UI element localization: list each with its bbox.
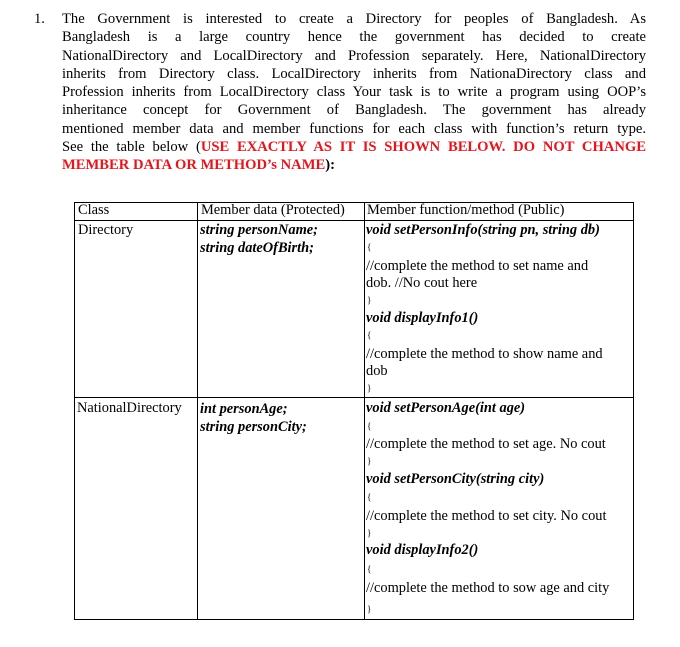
comment-displayInfo1-2: dob <box>366 363 388 379</box>
question-block <box>34 10 646 175</box>
instruction-red-2: MEMBER DATA OR METHOD’s NAME <box>62 157 326 174</box>
question-line-2: Bangladesh is a large country hence the government has decided to create <box>62 29 646 46</box>
table-border-right <box>633 202 634 620</box>
class-directory: Directory <box>78 222 134 238</box>
table-border-left <box>74 202 75 620</box>
question-line-3: NationalDirectory and LocalDirectory and Profession separately. Here, NationalDirectory <box>62 47 646 64</box>
brace-open: { <box>367 330 372 340</box>
method-displayInfo1: void displayInfo1() <box>366 310 479 326</box>
table-col-divider-1 <box>197 202 198 620</box>
directory-data-1: string personName; <box>200 222 318 238</box>
question-line-1: The Government is interested to create a Directory for peoples of Bangladesh. As <box>62 11 646 27</box>
national-data-1: int personAge; <box>200 401 288 417</box>
directory-data-2: string dateOfBirth; <box>200 240 314 256</box>
brace-close: } <box>367 456 372 466</box>
table-border-bottom <box>74 619 634 620</box>
brace-close: } <box>367 528 372 538</box>
brace-close: } <box>367 383 372 393</box>
question-line-7: mentioned member data and member functions for each class with function’s return type. <box>62 120 646 137</box>
question-line-9 <box>62 156 646 174</box>
header-member-function: Member function/method (Public) <box>367 202 565 218</box>
method-setPersonInfo: void setPersonInfo(string pn, string db) <box>366 222 600 238</box>
comment-setPersonAge: //complete the method to set age. No cout <box>366 436 606 452</box>
question-line-5: Profession inherits from LocalDirectory class Your task is to write a program using OOP’s <box>62 84 646 101</box>
question-number: 1. <box>34 11 45 27</box>
question-line-8 <box>62 138 646 156</box>
brace-open: { <box>367 242 372 252</box>
class-table <box>74 202 634 620</box>
method-setPersonAge: void setPersonAge(int age) <box>366 400 526 416</box>
comment-displayInfo1-1: //complete the method to show name and <box>366 346 603 362</box>
method-displayInfo2: void displayInfo2() <box>366 542 479 558</box>
brace-close: } <box>367 295 372 305</box>
comment-displayInfo2: //complete the method to sow age and city <box>366 580 610 596</box>
method-setPersonCity: void setPersonCity(string city) <box>366 471 545 487</box>
brace-open: { <box>367 492 372 502</box>
comment-setPersonInfo-2: dob. //No cout here <box>366 275 478 291</box>
header-member-data: Member data (Protected) <box>201 202 345 218</box>
line8-prefix: See the table below ( <box>62 139 201 156</box>
brace-open: { <box>367 564 372 574</box>
table-col-divider-2 <box>364 202 365 620</box>
line9-suffix: ): <box>325 157 335 174</box>
question-line-4: inherits from Directory class. LocalDirectory inherits from NationaDirectory class and <box>62 65 646 82</box>
table-header-divider <box>74 220 634 221</box>
brace-open: { <box>367 421 372 431</box>
brace-close: } <box>367 604 372 614</box>
comment-setPersonInfo-1: //complete the method to set name and <box>366 258 589 274</box>
table-row-divider <box>74 397 634 398</box>
comment-setPersonCity: //complete the method to set city. No cout <box>366 508 607 524</box>
header-class: Class <box>78 202 110 218</box>
instruction-red-1: USE EXACTLY AS IT IS SHOWN BELOW. DO NOT CHANGE <box>200 139 646 156</box>
national-data-2: string personCity; <box>200 419 307 435</box>
question-line-6: inheritance concept for Government of Bangladesh. The government has already <box>62 102 646 119</box>
class-national-directory: NationalDirectory <box>77 400 182 416</box>
